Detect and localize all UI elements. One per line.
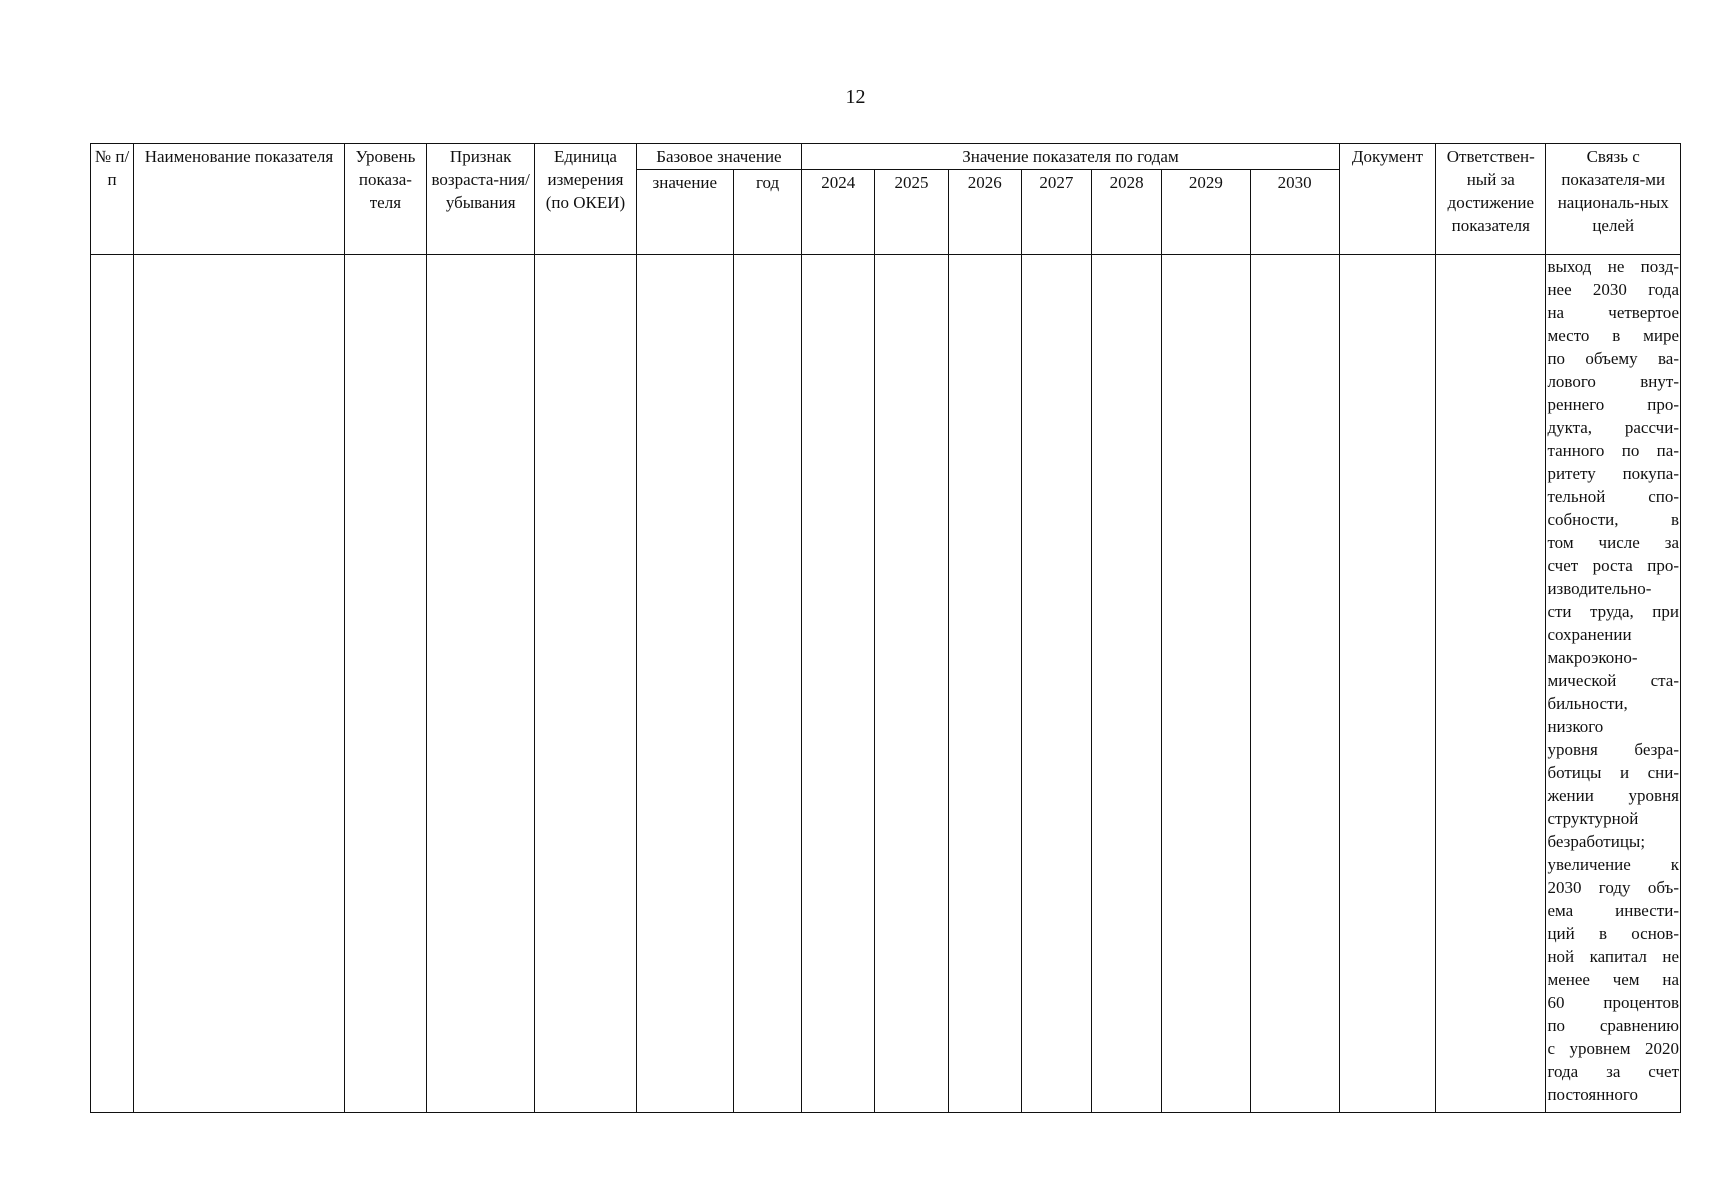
link-text-line: жении уровня xyxy=(1547,786,1679,805)
link-text-line: увеличение к xyxy=(1547,855,1679,874)
cell-base-value xyxy=(636,255,733,1113)
header-base-value: значение xyxy=(636,170,733,255)
cell-unit xyxy=(535,255,636,1113)
header-link: Связь с показателя-ми националь-ных целей xyxy=(1546,144,1681,255)
link-text-line: дукта, рассчи- xyxy=(1547,418,1679,437)
link-text-line: ритету покупа- xyxy=(1547,464,1679,483)
cell-link xyxy=(1546,255,1681,1113)
header-level: Уровень показа-теля xyxy=(344,144,426,255)
link-text-line: танного по па- xyxy=(1547,441,1679,460)
cell-document xyxy=(1339,255,1435,1113)
cell-year xyxy=(1021,255,1091,1113)
link-text-line: сохранении xyxy=(1547,625,1632,644)
link-text-line: тельной спо- xyxy=(1547,487,1679,506)
link-text-line: структурной xyxy=(1547,809,1639,828)
link-text-line: постоянного xyxy=(1547,1085,1638,1104)
cell-year xyxy=(1162,255,1250,1113)
link-text-line: бильности, xyxy=(1547,694,1628,713)
cell-level xyxy=(344,255,426,1113)
table-row xyxy=(91,255,1681,1113)
link-text-line: изводительно- xyxy=(1547,579,1652,598)
link-text-line: 60 процентов xyxy=(1547,993,1679,1012)
header-year: 2026 xyxy=(948,170,1021,255)
cell-year xyxy=(875,255,948,1113)
link-text-line: лового внут- xyxy=(1547,372,1679,391)
link-text-line: ема инвести- xyxy=(1547,901,1679,920)
header-year: 2028 xyxy=(1092,170,1162,255)
link-text xyxy=(1546,255,1680,1106)
header-document: Документ xyxy=(1339,144,1435,255)
header-year: 2024 xyxy=(802,170,875,255)
link-text-line: по объему ва- xyxy=(1547,349,1679,368)
link-text-line: макроэконо- xyxy=(1547,648,1638,667)
page-number: 12 xyxy=(845,86,866,108)
link-text-line: уровня безра- xyxy=(1547,740,1679,759)
cell-name xyxy=(134,255,345,1113)
link-text-line: сти труда, при xyxy=(1547,602,1679,621)
header-sign: Признак возраста-ния/ убывания xyxy=(427,144,535,255)
header-year: 2029 xyxy=(1162,170,1250,255)
link-text-line: ботицы и сни- xyxy=(1547,763,1679,782)
cell-num xyxy=(91,255,134,1113)
cell-year xyxy=(1092,255,1162,1113)
header-responsible: Ответствен-ный за достижение показателя xyxy=(1436,144,1546,255)
link-text-line: менее чем на xyxy=(1547,970,1679,989)
link-text-line: место в мире xyxy=(1547,326,1679,345)
header-year: 2030 xyxy=(1250,170,1339,255)
link-text-line: счет роста про- xyxy=(1547,556,1679,575)
link-text-line: года за счет xyxy=(1547,1062,1679,1081)
link-text-line: безработицы; xyxy=(1547,832,1646,851)
link-text-line: ций в основ- xyxy=(1547,924,1679,943)
link-text-line: 2030 году объ- xyxy=(1547,878,1679,897)
link-text-line: собности, в xyxy=(1547,510,1679,529)
cell-base-year xyxy=(733,255,801,1113)
header-row-1 xyxy=(91,144,1681,170)
header-base-group: Базовое значение xyxy=(636,144,802,170)
link-text-line: с уровнем 2020 xyxy=(1547,1039,1679,1058)
link-text-line: на четвертое xyxy=(1547,303,1679,322)
link-text-line: мической ста- xyxy=(1547,671,1679,690)
cell-year xyxy=(1250,255,1339,1113)
link-text-line: низкого xyxy=(1547,717,1604,736)
header-year: 2027 xyxy=(1021,170,1091,255)
link-text-line: по сравнению xyxy=(1547,1016,1679,1035)
link-text-line: нее 2030 года xyxy=(1547,280,1679,299)
link-text-line: ной капитал не xyxy=(1547,947,1679,966)
cell-year xyxy=(802,255,875,1113)
cell-year xyxy=(948,255,1021,1113)
header-unit: Единица измерения (по ОКЕИ) xyxy=(535,144,636,255)
header-year: 2025 xyxy=(875,170,948,255)
link-text-line: реннего про- xyxy=(1547,395,1679,414)
cell-responsible xyxy=(1436,255,1546,1113)
header-name: Наименование показателя xyxy=(134,144,345,255)
indicators-table xyxy=(90,143,1681,1113)
header-base-year: год xyxy=(733,170,801,255)
header-years-group: Значение показателя по годам xyxy=(802,144,1340,170)
cell-sign xyxy=(427,255,535,1113)
link-text-line: выход не позд- xyxy=(1547,257,1679,276)
header-num: № п/п xyxy=(91,144,134,255)
link-text-line: том числе за xyxy=(1547,533,1679,552)
